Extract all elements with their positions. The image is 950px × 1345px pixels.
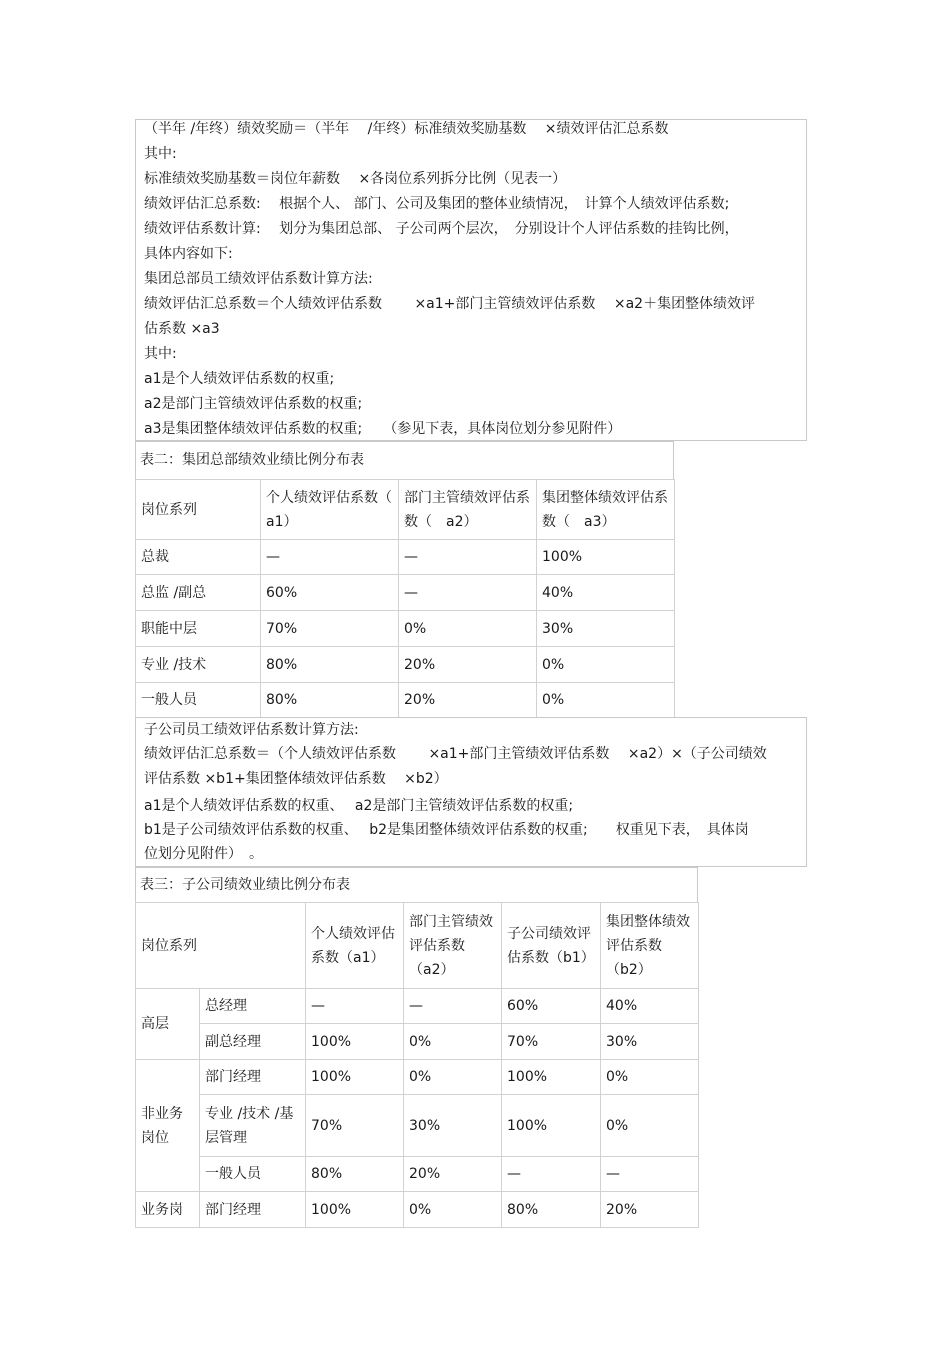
- sub-line: a1是个人绩效评估系数的权重、 a2是部门主管绩效评估系数的权重;: [144, 798, 574, 814]
- table-cell: —: [399, 540, 537, 575]
- table-cell: 0%: [601, 1060, 699, 1095]
- table-row: [136, 1024, 699, 1060]
- table3-header-cell: 子公司绩效评估系数（b1）: [502, 903, 601, 989]
- table-cell: 60%: [261, 575, 399, 611]
- table-cell: 100%: [306, 1024, 404, 1060]
- table-cell: 40%: [601, 989, 699, 1024]
- table-row: [136, 1095, 699, 1157]
- table-cell: —: [399, 575, 537, 611]
- group-cell: 高层: [136, 989, 200, 1060]
- table-cell: 20%: [399, 647, 537, 683]
- intro-line: a3是集团整体绩效评估系数的权重; （参见下表，具体岗位划分参见附件）: [144, 421, 622, 437]
- subsidiary-text-block: [135, 717, 807, 867]
- table3-header-cell: 部门主管绩效评估系数（a2）: [404, 903, 502, 989]
- sub-line: 评估系数 ×b1+集团整体绩效评估系数 ×b2）: [144, 771, 448, 787]
- table-cell: 80%: [261, 683, 399, 718]
- table-cell: 80%: [261, 647, 399, 683]
- table-row: [136, 1192, 699, 1228]
- table-row: [136, 647, 675, 683]
- table3-caption: 表三：子公司绩效业绩比例分布表: [140, 877, 350, 893]
- table-row: [136, 575, 675, 611]
- table3-header-cell: 个人绩效评估系数（a1）: [306, 903, 404, 989]
- table-cell: 100%: [306, 1060, 404, 1095]
- table-cell: 100%: [502, 1095, 601, 1157]
- table-cell: 30%: [601, 1024, 699, 1060]
- table-cell: 总监 /副总: [136, 575, 261, 611]
- intro-text-block: [135, 119, 807, 441]
- table2-header-cell: 个人绩效评估系数（ a1）: [261, 480, 399, 540]
- table-cell: —: [601, 1157, 699, 1192]
- table-cell: 40%: [537, 575, 675, 611]
- table2: [135, 479, 675, 718]
- table-cell: 一般人员: [200, 1157, 306, 1192]
- table2-caption-box: [135, 441, 674, 479]
- sub-line: 子公司员工绩效评估系数计算方法:: [144, 722, 359, 738]
- table-cell: —: [261, 540, 399, 575]
- table-row: [136, 1157, 699, 1192]
- table-cell: 部门经理: [200, 1060, 306, 1095]
- table3: [135, 902, 699, 1228]
- table-cell: 0%: [537, 647, 675, 683]
- table-cell: 0%: [404, 1024, 502, 1060]
- table-cell: —: [404, 989, 502, 1024]
- group-cell: 业务岗: [136, 1192, 200, 1228]
- table2-header-cell: 集团整体绩效评估系数（ a3）: [537, 480, 675, 540]
- table2-header-row: [136, 480, 675, 540]
- table2-caption: 表二：集团总部绩效业绩比例分布表: [140, 452, 364, 468]
- table-cell: 30%: [404, 1095, 502, 1157]
- sub-line: 位划分见附件） 。: [144, 846, 263, 862]
- table2-header-cell: 部门主管绩效评估系数（ a2）: [399, 480, 537, 540]
- table-cell: 专业 /技术 /基层管理: [200, 1095, 306, 1157]
- table-cell: 职能中层: [136, 611, 261, 647]
- table-cell: 60%: [502, 989, 601, 1024]
- table3-caption-box: [135, 867, 698, 902]
- table-cell: 80%: [306, 1157, 404, 1192]
- table-cell: 0%: [537, 683, 675, 718]
- table-cell: 0%: [404, 1060, 502, 1095]
- table3-header-cell: 岗位系列: [136, 903, 306, 989]
- table-cell: 部门经理: [200, 1192, 306, 1228]
- table-row: [136, 989, 699, 1024]
- table-cell: 70%: [261, 611, 399, 647]
- table-cell: 30%: [537, 611, 675, 647]
- table-cell: 70%: [502, 1024, 601, 1060]
- table-cell: 100%: [537, 540, 675, 575]
- table-cell: 80%: [502, 1192, 601, 1228]
- intro-line: （半年 /年终）绩效奖励＝（半年 /年终）标准绩效奖励基数 ×绩效评估汇总系数: [144, 121, 669, 137]
- intro-line: 标准绩效奖励基数＝岗位年薪数 ×各岗位系列拆分比例（见表一）: [144, 171, 567, 187]
- intro-line: 绩效评估汇总系数＝个人绩效评估系数 ×a1+部门主管绩效评估系数 ×a2＋集团整体绩效评: [144, 296, 756, 312]
- intro-line: 具体内容如下:: [144, 246, 233, 262]
- table-cell: 副总经理: [200, 1024, 306, 1060]
- table-row: [136, 1060, 699, 1095]
- table-row: [136, 611, 675, 647]
- table-cell: 0%: [399, 611, 537, 647]
- table2-header-cell: 岗位系列: [136, 480, 261, 540]
- sub-line: 绩效评估汇总系数＝（个人绩效评估系数 ×a1+部门主管绩效评估系数 ×a2）×（子公司绩效: [144, 746, 767, 762]
- table-row: [136, 540, 675, 575]
- table-row: [136, 683, 675, 718]
- intro-line: a2是部门主管绩效评估系数的权重;: [144, 396, 363, 412]
- table-cell: —: [306, 989, 404, 1024]
- intro-line: 其中:: [144, 146, 177, 162]
- table-cell: 一般人员: [136, 683, 261, 718]
- table3-header-cell: 集团整体绩效评估系数（b2）: [601, 903, 699, 989]
- table-cell: 0%: [404, 1192, 502, 1228]
- table-cell: 20%: [404, 1157, 502, 1192]
- table-cell: —: [502, 1157, 601, 1192]
- sub-line: b1是子公司绩效评估系数的权重、 b2是集团整体绩效评估系数的权重; 权重见下表， 具体岗: [144, 822, 749, 838]
- table-cell: 总经理: [200, 989, 306, 1024]
- table-cell: 专业 /技术: [136, 647, 261, 683]
- intro-line: 估系数 ×a3: [144, 321, 220, 337]
- table-cell: 20%: [399, 683, 537, 718]
- intro-line: 其中:: [144, 346, 177, 362]
- table-cell: 100%: [502, 1060, 601, 1095]
- table-cell: 总裁: [136, 540, 261, 575]
- intro-line: 绩效评估汇总系数: 根据个人、 部门、公司及集团的整体业绩情况， 计算个人绩效评估系数;: [144, 196, 730, 212]
- table-cell: 100%: [306, 1192, 404, 1228]
- table3-header-row: [136, 903, 699, 989]
- table-cell: 20%: [601, 1192, 699, 1228]
- table-cell: 70%: [306, 1095, 404, 1157]
- intro-line: 绩效评估系数计算: 划分为集团总部、 子公司两个层次， 分别设计个人评估系数的挂钩比例，: [144, 221, 739, 237]
- group-cell: 非业务岗位: [136, 1060, 200, 1192]
- intro-line: a1是个人绩效评估系数的权重;: [144, 371, 335, 387]
- intro-line: 集团总部员工绩效评估系数计算方法:: [144, 271, 373, 287]
- table-cell: 0%: [601, 1095, 699, 1157]
